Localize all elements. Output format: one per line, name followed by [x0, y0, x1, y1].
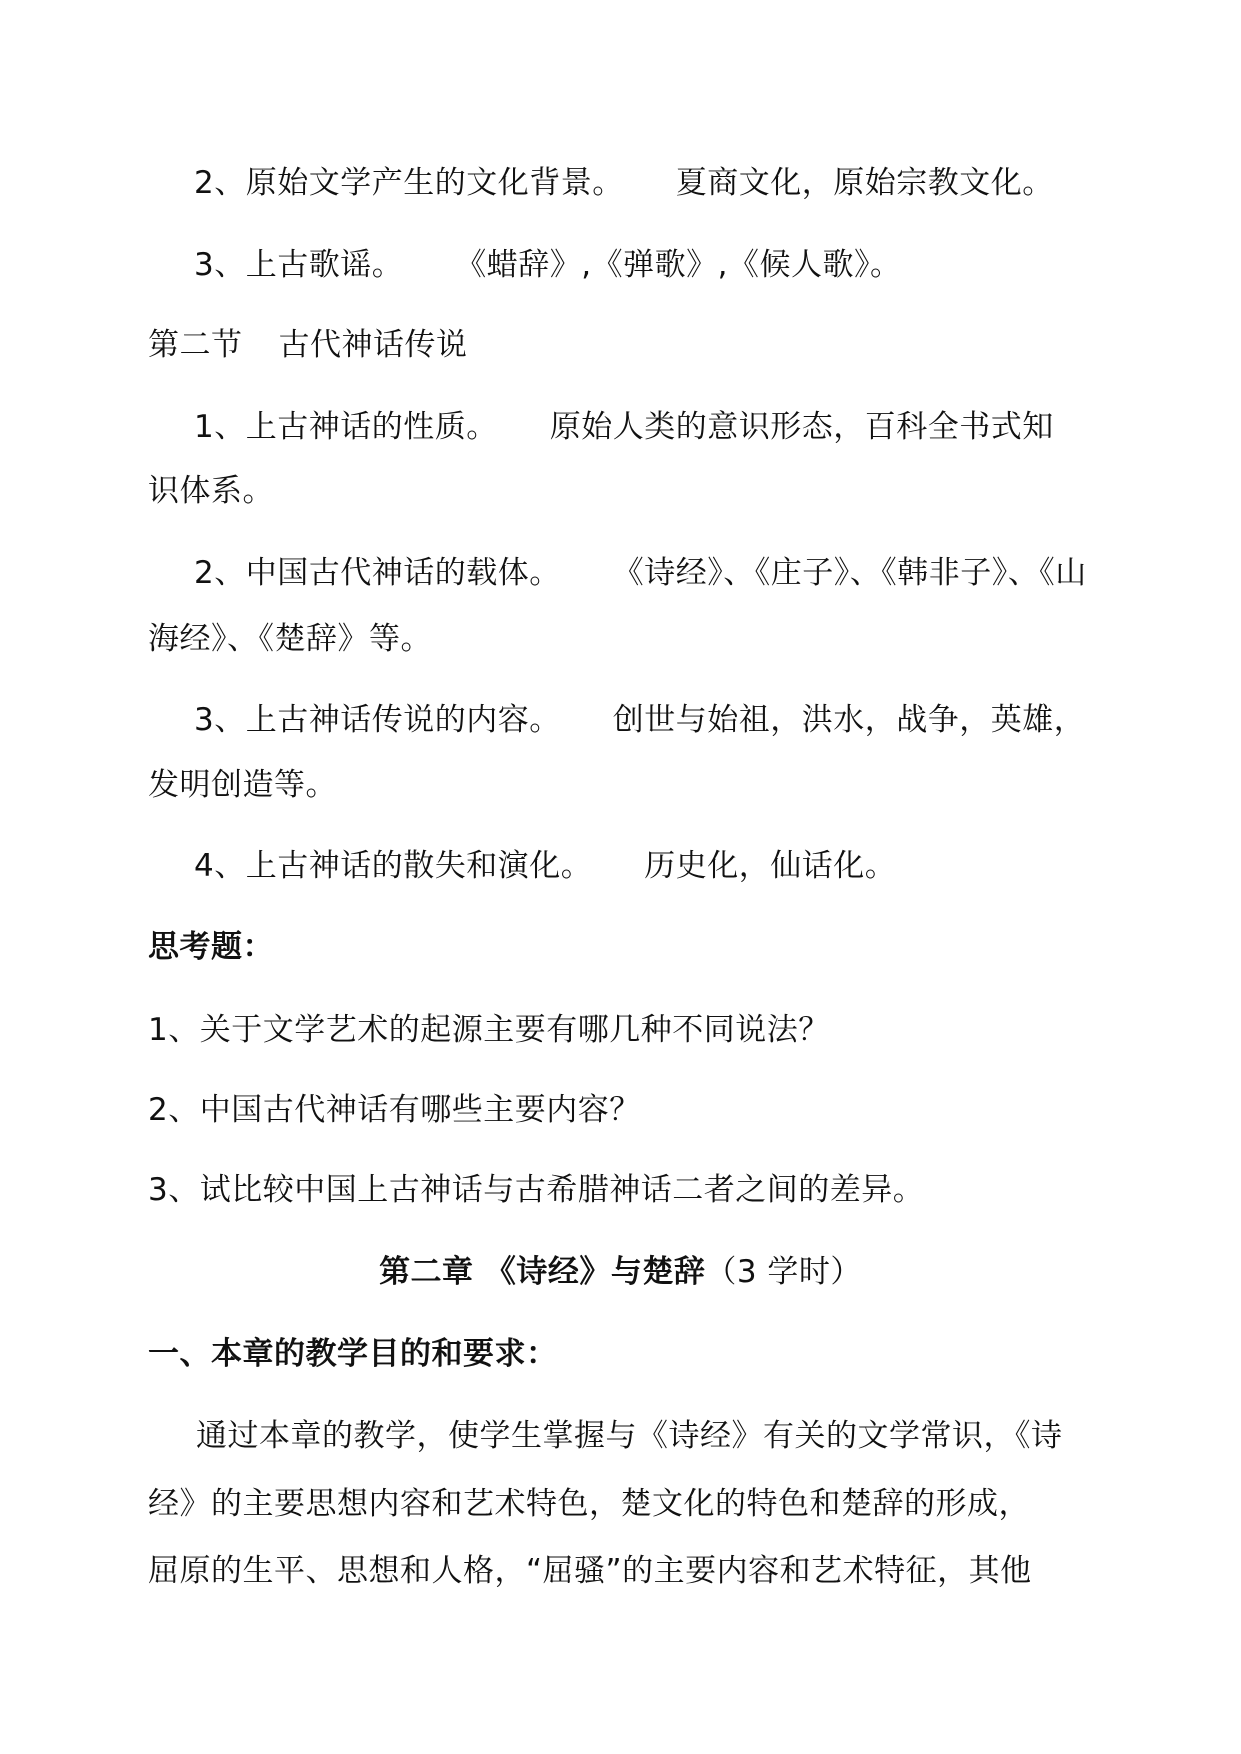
question-item: 2、中国古代神话有哪些主要内容？ [148, 1092, 641, 1128]
item-ancient-songs [194, 245, 901, 285]
body-paragraph-line: 通过本章的教学，使学生掌握与《诗经》有关的文学常识，《诗 [196, 1418, 1063, 1454]
item-myth-evolution [194, 846, 896, 886]
item-cultural-background [194, 163, 1054, 203]
section-number: 第二节 [148, 327, 243, 363]
chapter-hours: （3 学时） [705, 1254, 862, 1290]
item-myth-carriers [194, 553, 1087, 593]
item-content: 创世与始祖，洪水，战争，英雄， [612, 702, 1086, 738]
body-paragraph-line: 经》的主要思想内容和艺术特色，楚文化的特色和楚辞的形成， [148, 1486, 1030, 1522]
item-content: 夏商文化，原始宗教文化。 [675, 165, 1054, 201]
item-content: 历史化，仙话化。 [644, 848, 897, 884]
chapter-title [0, 1252, 1241, 1292]
item-myth-nature [194, 407, 1054, 447]
section-title: 古代神话传说 [278, 327, 468, 363]
body-paragraph-line: 屈原的生平、思想和人格，“屈骚”的主要内容和艺术特征，其他 [148, 1553, 1032, 1589]
questions-heading: 思考题： [148, 929, 274, 965]
paragraph-continuation: 识体系。 [148, 473, 274, 509]
item-content: 原始人类的意识形态，百科全书式知 [549, 409, 1054, 445]
section-heading [148, 325, 468, 365]
item-myth-content [194, 700, 1085, 740]
paragraph-continuation: 海经》、《楚辞》等。 [148, 621, 432, 657]
objectives-heading: 一、本章的教学目的和要求： [148, 1336, 558, 1372]
item-label: 2、中国古代神话的载体。 [194, 555, 561, 591]
chapter-title-main: 第二章 《诗经》与楚辞 [379, 1254, 706, 1290]
item-label: 1、上古神话的性质。 [194, 409, 498, 445]
question-item: 3、试比较中国上古神话与古希腊神话二者之间的差异。 [148, 1172, 925, 1208]
item-label: 2、原始文学产生的文化背景。 [194, 165, 624, 201]
paragraph-continuation: 发明创造等。 [148, 767, 337, 803]
item-content: 《蜡辞》,《弹歌》,《候人歌》。 [455, 247, 902, 283]
question-item: 1、关于文学艺术的起源主要有哪几种不同说法？ [148, 1012, 830, 1048]
item-content: 《诗经》、《庄子》、《韩非子》、《山 [612, 555, 1087, 591]
item-label: 3、上古歌谣。 [194, 247, 404, 283]
item-label: 3、上古神话传说的内容。 [194, 702, 561, 738]
item-label: 4、上古神话的散失和演化。 [194, 848, 593, 884]
